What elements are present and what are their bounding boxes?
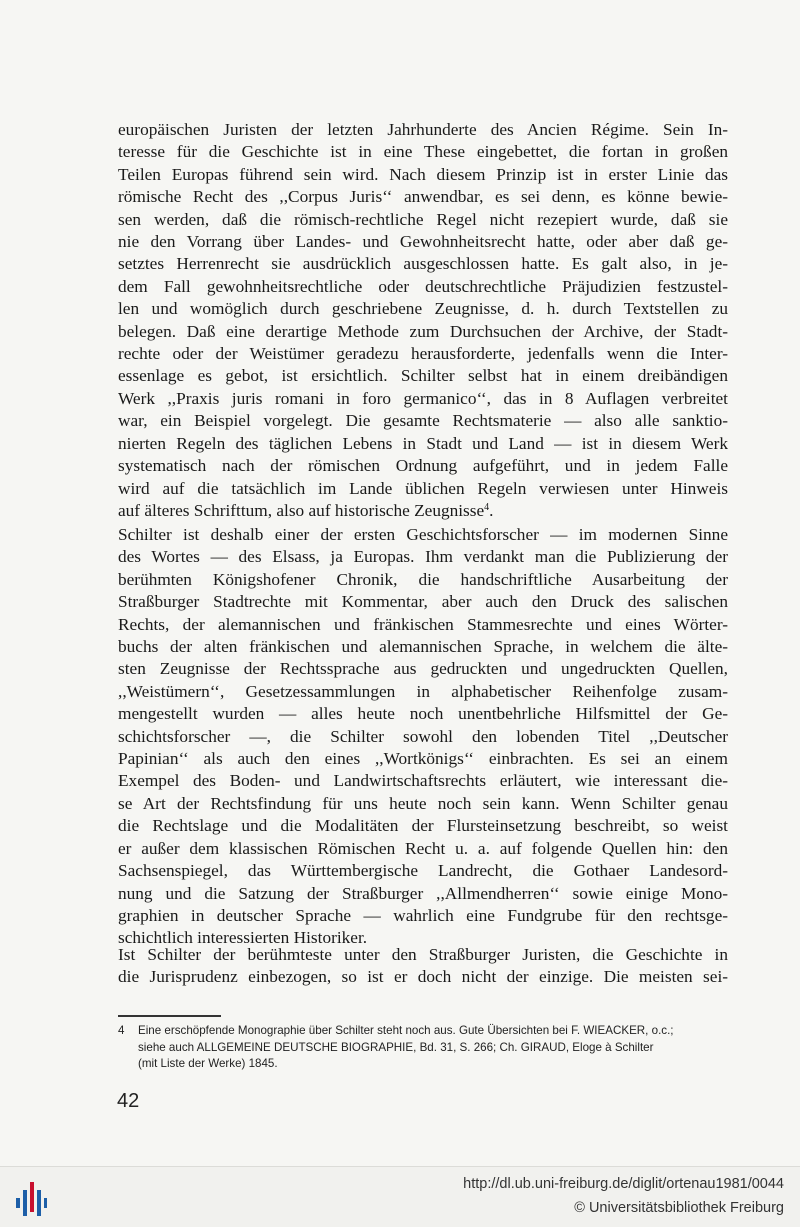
text-line: sen werden, daß die römisch-rechtliche Regel nicht rezepiert wurde, daß sie: [118, 209, 728, 229]
text-line: buchs der alten fränkischen und alemannischen Sprache, in welchem die älte-: [118, 637, 728, 657]
text-line: Exempel des Boden- und Landwirtschaftsrechts erläutert, wie interessant die-: [118, 771, 728, 791]
footnote-number: 4: [118, 1024, 125, 1037]
text-line: die Jurisprudenz einbezogen, so ist er doch nicht der einzige. Die meisten sei-: [118, 967, 728, 987]
text-line: setztes Herrenrecht sie ausdrücklich ausgeschlossen hatte. Es galt also, in je-: [118, 254, 728, 274]
text-fragment: auf älteres Schrifttum, also auf historische Zeugnisse: [118, 500, 485, 520]
library-logo-icon[interactable]: [14, 1180, 48, 1220]
text-line: Teilen Europas führend sein wird. Nach diesem Prinzip ist in erster Linie das: [118, 164, 728, 184]
text-line: teresse für die Geschichte ist in eine These eingebettet, die fortan in großen: [118, 142, 728, 162]
text-line-last: [118, 500, 728, 522]
page-number: 42: [117, 1090, 140, 1112]
text-line: war, ein Beispiel vorgelegt. Die gesamte Rechtsmaterie — also alle sanktio-: [118, 411, 728, 431]
footnote-text: [138, 1023, 730, 1073]
text-line: römische Recht des ,,Corpus Juris‘‘ anwendbar, es sei denn, es könne bewie-: [118, 187, 728, 207]
text-line: rechte oder der Weistümer geradezu herausforderte, jedenfalls wenn die Inter-: [118, 344, 728, 364]
text-line: nung und die Satzung der Straßburger ,,Allmendherren‘‘ sowie einige Mono-: [118, 883, 728, 903]
footer-bar: [0, 1166, 800, 1227]
text-line: dem Fall gewohnheitsrechtliche oder deutschrechtliche Präjudizien festzustel-: [118, 276, 728, 296]
text-line: se Art der Rechtsfindung für uns heute noch sein kann. Wenn Schilter genau: [118, 793, 728, 813]
paragraph-1: [118, 119, 728, 522]
text-line: Ist Schilter der berühmteste unter den Straßburger Juristen, die Geschichte in: [118, 945, 728, 964]
text-line: essenlage es gebot, ist ersichtlich. Schilter selbst hat in einem dreibändigen: [118, 366, 728, 386]
text-line: nie den Vorrang über Landes- und Gewohnheitsrecht hatte, oder aber daß ge-: [118, 232, 728, 252]
copyright-notice: © Universitätsbibliothek Freiburg: [574, 1200, 784, 1216]
text-line: wird auf die tatsächlich im Lande üblichen Regeln verwiesen unter Hinweis: [118, 478, 728, 498]
text-line: Rechts, der alemannischen und fränkischen Stammesrechte und eines Wörter-: [118, 614, 728, 634]
text-line: europäischen Juristen der letzten Jahrhunderte des Ancien Régime. Sein In-: [118, 120, 728, 139]
footnote-line: Eine erschöpfende Monographie über Schilter steht noch aus. Gute Übersichten bei F. WIEACKER, o.c.;: [138, 1024, 674, 1037]
text-line: berühmten Königshofener Chronik, die handschriftliche Ausarbeitung der: [118, 569, 728, 589]
text-line: Straßburger Stadtrechte mit Kommentar, aber auch den Druck des salischen: [118, 592, 728, 612]
text-line: Sachsenspiegel, das Württembergische Landrecht, die Gothaer Landesord-: [118, 861, 728, 881]
text-line: er außer dem klassischen Römischen Recht u. a. auf folgende Quellen hin: den: [118, 838, 728, 858]
footnote-reference[interactable]: 4: [484, 501, 490, 513]
text-line: ,,Weistümern‘‘, Gesetzessammlungen in alphabetischer Reihenfolge zusam-: [118, 681, 728, 701]
text-line: graphien in deutscher Sprache — wahrlich eine Fundgrube für den rechtsge-: [118, 905, 728, 925]
footnote-line: (mit Liste der Werke) 1845.: [138, 1057, 278, 1070]
text-line: schichtsforscher —, die Schilter sowohl den lobenden Titel ,,Deutscher: [118, 726, 728, 746]
text-line: mengestellt wurden — alles heute noch unentbehrliche Hilfsmittel der Ge-: [118, 704, 728, 724]
text-line: Werk ,,Praxis juris romani in foro germanico‘‘, das in 8 Auflagen verbreitet: [118, 388, 728, 408]
paragraph-2: [118, 524, 728, 950]
sentence-end: .: [489, 500, 494, 520]
footnote-divider: [118, 1015, 221, 1017]
text-line: sten Zeugnisse der Rechtssprache aus gedruckten und ungedruckten Quellen,: [118, 659, 728, 679]
text-line: systematisch nach der römischen Ordnung aufgeführt, und in jedem Falle: [118, 456, 728, 476]
text-line: Schilter ist deshalb einer der ersten Geschichtsforscher — im modernen Sinne: [118, 525, 728, 544]
footnote: [118, 1023, 730, 1073]
text-line: belegen. Daß eine derartige Methode zum Durchsuchen der Archive, der Stadt-: [118, 321, 728, 341]
source-url-link[interactable]: http://dl.ub.uni-freiburg.de/diglit/ortenau1981/0044: [463, 1176, 784, 1192]
text-line: nierten Regeln des täglichen Lebens in Stadt und Land — ist in diesem Werk: [118, 433, 728, 453]
footnote-line: siehe auch ALLGEMEINE DEUTSCHE BIOGRAPHIE, Bd. 31, S. 266; Ch. GIRAUD, Eloge à Schilter: [138, 1040, 654, 1054]
paragraph-3: [118, 944, 728, 989]
text-line: die Rechtslage und die Modalitäten der Flursteinsetzung beschreibt, so weist: [118, 816, 728, 836]
text-line: len und womöglich durch geschriebene Zeugnisse, d. h. durch Textstellen zu: [118, 299, 728, 319]
text-line-last: schichtlich interessierten Historiker.: [118, 928, 368, 948]
text-line: Papinian‘‘ als auch den eines ,,Wortkönigs‘‘ einbrachten. Es sei an einem: [118, 749, 728, 769]
text-line: des Wortes — des Elsass, ja Europas. Ihm verdankt man die Publizierung der: [118, 547, 728, 567]
